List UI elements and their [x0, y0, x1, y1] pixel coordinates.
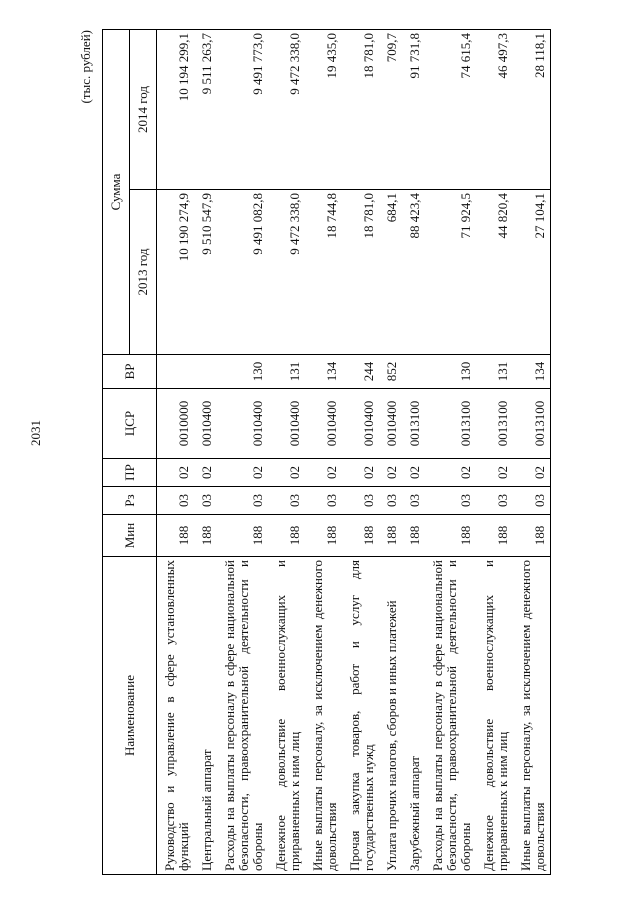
cell-pr: 02: [402, 459, 425, 487]
cell-csr: 0010000: [157, 389, 195, 459]
cell-csr: 0013100: [402, 389, 425, 459]
cell-vr: 134: [305, 355, 342, 389]
cell-rz: 03: [342, 487, 379, 515]
cell-pr: 02: [379, 459, 402, 487]
cell-min: 188: [217, 515, 268, 557]
header-rz: Рз: [103, 487, 157, 515]
cell-vr: [402, 355, 425, 389]
header-name: Наименование: [103, 557, 157, 875]
cell-name: Денежное довольствие военнослужащих и приравненных к ним лиц: [268, 557, 305, 875]
cell-2014: 18 781,0: [342, 30, 379, 190]
units-label: (тыс. рублей): [78, 30, 93, 104]
cell-pr: 02: [425, 459, 476, 487]
cell-vr: 134: [513, 355, 551, 389]
cell-csr: 0013100: [425, 389, 476, 459]
cell-2013: 10 190 274,9: [157, 190, 195, 355]
cell-2014: 91 731,8: [402, 30, 425, 190]
cell-csr: 0013100: [476, 389, 513, 459]
table-body: [157, 30, 551, 875]
cell-rz: 03: [305, 487, 342, 515]
cell-2014: 9 491 773,0: [217, 30, 268, 190]
cell-name: Иные выплаты персоналу, за исключением денежного довольствия: [513, 557, 551, 875]
cell-2013: 684,1: [379, 190, 402, 355]
cell-min: 188: [305, 515, 342, 557]
cell-min: 188: [402, 515, 425, 557]
cell-2014: 9 511 263,7: [194, 30, 217, 190]
cell-name: Расходы на выплаты персоналу в сфере национальной безопасности, правоохранительной деятельности и обороны: [217, 557, 268, 875]
cell-pr: 02: [157, 459, 195, 487]
table-row: [425, 30, 476, 875]
cell-name: Расходы на выплаты персоналу в сфере национальной безопасности, правоохранительной деятельности и обороны: [425, 557, 476, 875]
cell-name: Зарубежный аппарат: [402, 557, 425, 875]
cell-pr: 02: [194, 459, 217, 487]
cell-rz: 03: [217, 487, 268, 515]
cell-2014: 709,7: [379, 30, 402, 190]
table-row: [342, 30, 379, 875]
cell-vr: 130: [217, 355, 268, 389]
cell-2014: 9 472 338,0: [268, 30, 305, 190]
cell-min: 188: [194, 515, 217, 557]
cell-name: Иные выплаты персоналу, за исключением денежного довольствия: [305, 557, 342, 875]
cell-vr: 131: [268, 355, 305, 389]
cell-rz: 03: [513, 487, 551, 515]
cell-vr: [194, 355, 217, 389]
header-sum: Сумма: [103, 30, 130, 355]
cell-2013: 9 491 082,8: [217, 190, 268, 355]
cell-2013: 18 744,8: [305, 190, 342, 355]
cell-name: Руководство и управление в сфере установленных функций: [157, 557, 195, 875]
cell-2013: 9 472 338,0: [268, 190, 305, 355]
cell-2014: 46 497,3: [476, 30, 513, 190]
cell-rz: 03: [157, 487, 195, 515]
cell-name: Центральный аппарат: [194, 557, 217, 875]
cell-pr: 02: [342, 459, 379, 487]
table-row: [268, 30, 305, 875]
cell-vr: [157, 355, 195, 389]
cell-name: Денежное довольствие военнослужащих и приравненных к ним лиц: [476, 557, 513, 875]
table-row: [194, 30, 217, 875]
table-row: [513, 30, 551, 875]
cell-rz: 03: [194, 487, 217, 515]
budget-table: [102, 29, 551, 875]
page-number: 2031: [28, 420, 43, 446]
rotated-table-container: [78, 30, 548, 875]
cell-vr: 131: [476, 355, 513, 389]
cell-rz: 03: [402, 487, 425, 515]
cell-csr: 0010400: [194, 389, 217, 459]
cell-2013: 18 781,0: [342, 190, 379, 355]
cell-2014: 28 118,1: [513, 30, 551, 190]
cell-min: 188: [268, 515, 305, 557]
cell-min: 188: [425, 515, 476, 557]
cell-pr: 02: [476, 459, 513, 487]
cell-csr: 0010400: [217, 389, 268, 459]
cell-2013: 27 104,1: [513, 190, 551, 355]
cell-vr: 130: [425, 355, 476, 389]
cell-rz: 03: [379, 487, 402, 515]
cell-name: Прочая закупка товаров, работ и услуг для государственных нужд: [342, 557, 379, 875]
cell-2013: 9 510 547,9: [194, 190, 217, 355]
cell-min: 188: [476, 515, 513, 557]
cell-min: 188: [157, 515, 195, 557]
cell-rz: 03: [425, 487, 476, 515]
cell-2014: 19 435,0: [305, 30, 342, 190]
table-row: [476, 30, 513, 875]
table-row: [217, 30, 268, 875]
cell-rz: 03: [268, 487, 305, 515]
cell-vr: 244: [342, 355, 379, 389]
header-min: Мин: [103, 515, 157, 557]
cell-2014: 10 194 299,1: [157, 30, 195, 190]
cell-2013: 88 423,4: [402, 190, 425, 355]
cell-min: 188: [379, 515, 402, 557]
header-vr: ВР: [103, 355, 157, 389]
cell-csr: 0010400: [379, 389, 402, 459]
header-2013: 2013 год: [130, 190, 157, 355]
cell-2013: 44 820,4: [476, 190, 513, 355]
table-row: [379, 30, 402, 875]
header-2014: 2014 год: [130, 30, 157, 190]
header-pr: ПР: [103, 459, 157, 487]
cell-pr: 02: [268, 459, 305, 487]
cell-name: Уплата прочих налогов, сборов и иных платежей: [379, 557, 402, 875]
table-row: [402, 30, 425, 875]
cell-vr: 852: [379, 355, 402, 389]
cell-min: 188: [513, 515, 551, 557]
cell-csr: 0013100: [513, 389, 551, 459]
header-csr: ЦСР: [103, 389, 157, 459]
cell-2013: 71 924,5: [425, 190, 476, 355]
cell-csr: 0010400: [305, 389, 342, 459]
cell-pr: 02: [217, 459, 268, 487]
cell-pr: 02: [305, 459, 342, 487]
cell-min: 188: [342, 515, 379, 557]
table-row: [305, 30, 342, 875]
cell-csr: 0010400: [268, 389, 305, 459]
cell-pr: 02: [513, 459, 551, 487]
cell-2014: 74 615,4: [425, 30, 476, 190]
cell-rz: 03: [476, 487, 513, 515]
cell-csr: 0010400: [342, 389, 379, 459]
table-row: [157, 30, 195, 875]
